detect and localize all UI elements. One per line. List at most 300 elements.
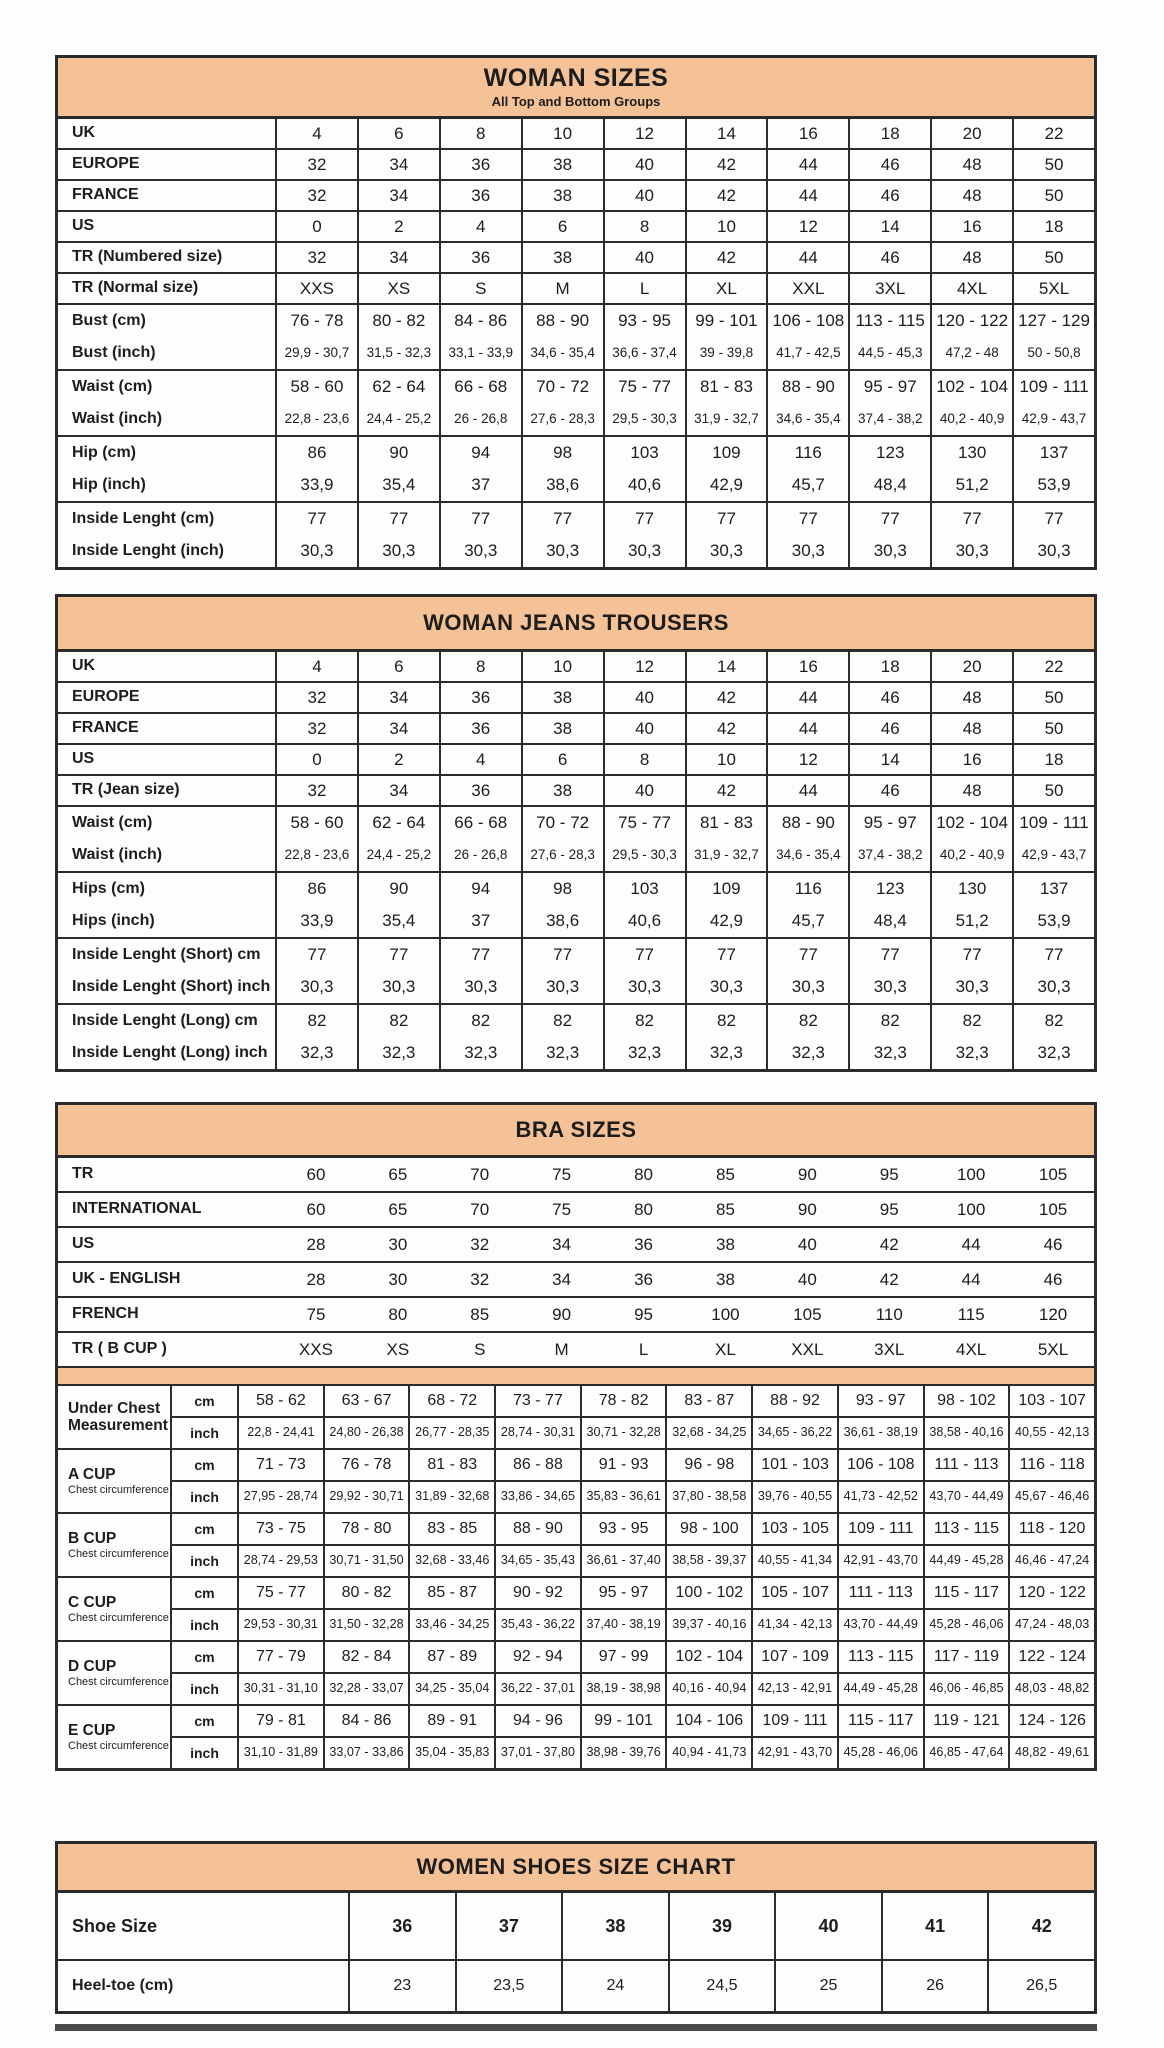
cell-value: 29,5 - 30,3 xyxy=(603,839,685,871)
cell-value: 98 xyxy=(521,437,603,469)
cell-value: 94 xyxy=(439,873,521,905)
cell-value: 130 xyxy=(930,873,1012,905)
cell-value: 75 xyxy=(552,1164,572,1184)
woman-sizes-subtitle: All Top and Bottom Groups xyxy=(491,93,661,109)
cell-value: 103 - 105 xyxy=(751,1514,837,1544)
row-group xyxy=(58,1296,1094,1331)
row-label: Hip (cm) xyxy=(72,443,136,461)
cell-value: 14 xyxy=(685,652,767,681)
row-label: TR (Numbered size) xyxy=(72,248,223,266)
cup-group xyxy=(58,1640,1094,1704)
cell-value: 47,2 - 48 xyxy=(930,337,1012,369)
cell-value: 41,34 - 42,13 xyxy=(751,1610,837,1640)
cell-value: 6 xyxy=(357,652,439,681)
cup-row xyxy=(172,1480,1094,1512)
cup-row xyxy=(172,1672,1094,1704)
cell-value: 44 xyxy=(766,683,848,712)
cell-value: 115 xyxy=(957,1304,985,1324)
cell-value: 91 - 93 xyxy=(580,1450,666,1480)
cell-value: 26,77 - 28,35 xyxy=(408,1418,494,1448)
cell-value: 77 xyxy=(1012,503,1094,535)
cell-value: 39,76 - 40,55 xyxy=(751,1482,837,1512)
cell-value: 22,8 - 24,41 xyxy=(237,1418,323,1448)
cell-value: 50 - 50,8 xyxy=(1012,337,1094,369)
cell-value: 48 xyxy=(930,714,1012,743)
cell-value: 4 xyxy=(439,212,521,241)
cell-value: XS xyxy=(357,274,439,303)
cell-value: 32,3 xyxy=(848,1037,930,1069)
cell-value: 66 - 68 xyxy=(439,371,521,403)
cell-value: 32,3 xyxy=(930,1037,1012,1069)
cell-value: 95 - 97 xyxy=(580,1578,666,1608)
cup-label xyxy=(58,1450,170,1512)
cell-value: 62 - 64 xyxy=(357,371,439,403)
cell-value: 22 xyxy=(1012,652,1094,681)
row-group xyxy=(58,1331,1094,1366)
cell-value: 77 xyxy=(766,503,848,535)
cell-value: 20 xyxy=(930,119,1012,148)
cell-value: M xyxy=(554,1339,569,1359)
cell-value: 16 xyxy=(930,212,1012,241)
cell-value: 8 xyxy=(439,652,521,681)
cell-value: 137 xyxy=(1012,437,1094,469)
cell-value: 44 xyxy=(766,181,848,210)
cell-value: 37,4 - 38,2 xyxy=(848,839,930,871)
cell-value: 60 xyxy=(306,1164,326,1184)
row-group xyxy=(58,119,1094,148)
cell-value: 116 xyxy=(766,873,848,905)
cell-value: 25 xyxy=(774,1961,881,2011)
cell-value: 77 xyxy=(357,503,439,535)
cell-value: 30,3 xyxy=(439,971,521,1003)
cell-value: 26 - 26,8 xyxy=(439,403,521,435)
cell-value: 32,68 - 34,25 xyxy=(665,1418,751,1448)
cell-value: 109 - 111 xyxy=(837,1514,923,1544)
cell-value: 31,9 - 32,7 xyxy=(685,403,767,435)
cell-value: 37,80 - 38,58 xyxy=(665,1482,751,1512)
cup-subtitle: Chest circumference xyxy=(68,1676,169,1689)
cell-value: 32 xyxy=(275,683,357,712)
table-row xyxy=(58,1158,1094,1191)
table-row xyxy=(58,212,1094,241)
cell-value: 30,3 xyxy=(357,535,439,567)
cell-value: 34 xyxy=(357,181,439,210)
unit-label: cm xyxy=(194,1648,215,1665)
row-group xyxy=(58,241,1094,272)
cell-value: 8 xyxy=(439,119,521,148)
table-row xyxy=(58,1263,1094,1296)
cell-value: 73 - 75 xyxy=(237,1514,323,1544)
woman-sizes-rows xyxy=(58,119,1094,567)
cell-value: 4XL xyxy=(956,1339,987,1359)
cell-value: 70 xyxy=(470,1199,490,1219)
cell-value: 36,22 - 37,01 xyxy=(494,1674,580,1704)
cell-value: 109 - 111 xyxy=(1012,807,1094,839)
cell-value: 48 xyxy=(930,181,1012,210)
woman-jeans-table xyxy=(55,594,1097,1072)
cell-value: 34 xyxy=(552,1269,572,1289)
cell-value: 31,50 - 32,28 xyxy=(323,1610,409,1640)
cell-value: 77 xyxy=(1012,939,1094,971)
cell-value: 40 xyxy=(603,683,685,712)
shoes-table xyxy=(55,1841,1097,2014)
bra-sizes-header xyxy=(58,1105,1094,1158)
cell-value: 46 xyxy=(1043,1269,1063,1289)
cell-value: 80 xyxy=(634,1199,653,1219)
cell-value: 35,4 xyxy=(357,469,439,501)
cell-value: 70 xyxy=(470,1164,490,1184)
shoes-header xyxy=(58,1844,1094,1893)
cell-value: 63 - 67 xyxy=(323,1386,409,1416)
cell-value: 93 - 97 xyxy=(837,1386,923,1416)
table-row xyxy=(58,1893,1094,1959)
cell-value: 33,9 xyxy=(275,469,357,501)
cell-value: 109 xyxy=(685,873,767,905)
cell-value: 32,68 - 33,46 xyxy=(408,1546,494,1576)
row-label: Hip (inch) xyxy=(72,475,146,493)
table-row xyxy=(58,150,1094,179)
cell-value: 117 - 119 xyxy=(923,1642,1009,1672)
cell-value: 30,3 xyxy=(766,535,848,567)
cell-value: 3XL xyxy=(874,1339,905,1359)
unit-label: cm xyxy=(194,1584,215,1601)
cup-row xyxy=(172,1450,1094,1480)
cell-value: 94 xyxy=(439,437,521,469)
cell-value: 82 xyxy=(357,1005,439,1037)
cell-value: 27,6 - 28,3 xyxy=(521,403,603,435)
cell-value: 28 xyxy=(306,1234,326,1254)
row-label: Hips (cm) xyxy=(72,879,145,897)
cell-value: 88 - 90 xyxy=(766,807,848,839)
woman-jeans-title: WOMAN JEANS TROUSERS xyxy=(423,610,729,636)
cell-value: 40 xyxy=(774,1893,881,1959)
cell-value: 65 xyxy=(388,1164,408,1184)
cell-value: 99 - 101 xyxy=(580,1706,666,1736)
cell-value: 10 xyxy=(685,745,767,774)
cell-value: 70 - 72 xyxy=(521,807,603,839)
cell-value: 33,46 - 34,25 xyxy=(408,1610,494,1640)
row-label: Inside Lenght (Short) cm xyxy=(72,945,261,963)
cell-value: 48 xyxy=(930,243,1012,272)
cell-value: 100 xyxy=(956,1164,986,1184)
row-group xyxy=(58,937,1094,1003)
row-group xyxy=(58,303,1094,369)
cup-row xyxy=(172,1706,1094,1736)
cell-value: 76 - 78 xyxy=(323,1450,409,1480)
cell-value: 24,80 - 26,38 xyxy=(323,1418,409,1448)
table-row xyxy=(58,745,1094,774)
cup-group xyxy=(58,1386,1094,1448)
cell-value: 36,61 - 37,40 xyxy=(580,1546,666,1576)
cell-value: 34 xyxy=(552,1234,572,1254)
unit-label: inch xyxy=(190,1616,219,1633)
row-group xyxy=(58,774,1094,805)
row-label: Inside Lenght (cm) xyxy=(72,509,215,527)
cell-value: 90 - 92 xyxy=(494,1578,580,1608)
cup-label xyxy=(58,1386,170,1448)
cell-value: 95 xyxy=(879,1164,899,1184)
table-row xyxy=(58,119,1094,148)
cell-value: 116 - 118 xyxy=(1008,1450,1094,1480)
cell-value: 98 - 100 xyxy=(665,1514,751,1544)
cell-value: 32 xyxy=(275,776,357,805)
cell-value: 32,3 xyxy=(521,1037,603,1069)
cell-value: 5XL xyxy=(1037,1339,1069,1359)
cell-value: 46 xyxy=(848,243,930,272)
cell-value: 77 xyxy=(603,939,685,971)
cell-value: 12 xyxy=(766,212,848,241)
cell-value: 48,4 xyxy=(848,469,930,501)
cell-value: 35,43 - 36,22 xyxy=(494,1610,580,1640)
cup-row xyxy=(172,1578,1094,1608)
cell-value: 48,82 - 49,61 xyxy=(1008,1738,1094,1768)
cell-value: 38 xyxy=(715,1269,735,1289)
cell-value: 46 xyxy=(848,181,930,210)
row-label: Bust (cm) xyxy=(72,311,146,329)
cell-value: 40 xyxy=(603,150,685,179)
cell-value: 70 - 72 xyxy=(521,371,603,403)
cup-row xyxy=(172,1514,1094,1544)
cell-value: XXL xyxy=(766,274,848,303)
cell-value: 39 - 39,8 xyxy=(685,337,767,369)
row-label: US xyxy=(72,750,95,768)
unit-label: cm xyxy=(194,1712,215,1729)
cup-group xyxy=(58,1704,1094,1768)
cell-value: 50 xyxy=(1012,150,1094,179)
cell-value: 30 xyxy=(388,1269,408,1289)
cell-value: 36,6 - 37,4 xyxy=(603,337,685,369)
cup-rows xyxy=(170,1514,1094,1576)
cell-value: 36 xyxy=(439,181,521,210)
cell-value: 78 - 80 xyxy=(323,1514,409,1544)
cell-value: 42,91 - 43,70 xyxy=(751,1738,837,1768)
table-row xyxy=(58,503,1094,535)
cell-value: 43,70 - 44,49 xyxy=(923,1482,1009,1512)
cell-value: 34,65 - 35,43 xyxy=(494,1546,580,1576)
table-row xyxy=(58,652,1094,681)
cell-value: 120 xyxy=(1038,1304,1068,1324)
cell-value: 88 - 90 xyxy=(494,1514,580,1544)
cell-value: 127 - 129 xyxy=(1012,305,1094,337)
cell-value: 38 xyxy=(715,1234,735,1254)
cell-value: 32,3 xyxy=(357,1037,439,1069)
cell-value: 113 - 115 xyxy=(848,305,930,337)
cell-value: 51,2 xyxy=(930,905,1012,937)
cell-value: 106 - 108 xyxy=(766,305,848,337)
bra-cup-rows xyxy=(58,1386,1094,1768)
cell-value: 77 xyxy=(685,503,767,535)
cell-value: 123 xyxy=(848,437,930,469)
cell-value: 116 xyxy=(766,437,848,469)
cell-value: 82 xyxy=(275,1005,357,1037)
cell-value: 32 xyxy=(275,150,357,179)
cell-value: 12 xyxy=(603,652,685,681)
cell-value: 110 xyxy=(875,1304,903,1324)
cell-value: 29,53 - 30,31 xyxy=(237,1610,323,1640)
cell-value: 2 xyxy=(357,745,439,774)
cell-value: 38 xyxy=(521,150,603,179)
cell-value: 31,10 - 31,89 xyxy=(237,1738,323,1768)
cell-value: 10 xyxy=(685,212,767,241)
cell-value: 26 - 26,8 xyxy=(439,839,521,871)
cell-value: 77 - 79 xyxy=(237,1642,323,1672)
cell-value: 37 xyxy=(439,905,521,937)
cell-value: 4 xyxy=(439,745,521,774)
cup-label xyxy=(58,1578,170,1640)
cell-value: 47,24 - 48,03 xyxy=(1008,1610,1094,1640)
cell-value: 36 xyxy=(439,243,521,272)
cell-value: 40 xyxy=(797,1269,817,1289)
cell-value: 32,3 xyxy=(685,1037,767,1069)
row-group xyxy=(58,148,1094,179)
unit-label: inch xyxy=(190,1424,219,1441)
cell-value: 65 xyxy=(388,1199,408,1219)
table-row xyxy=(58,403,1094,435)
cell-value: 85 xyxy=(715,1164,735,1184)
cell-value: 33,1 - 33,9 xyxy=(439,337,521,369)
cell-value: 36 xyxy=(439,150,521,179)
cell-value: 50 xyxy=(1012,181,1094,210)
cup-subtitle: Chest circumference xyxy=(68,1612,169,1625)
cell-value: 84 - 86 xyxy=(323,1706,409,1736)
cell-value: 42 xyxy=(685,683,767,712)
cell-value: 40 xyxy=(603,181,685,210)
cell-value: 95 xyxy=(879,1199,899,1219)
cell-value: 109 - 111 xyxy=(1012,371,1094,403)
cell-value: 38 xyxy=(521,181,603,210)
cell-value: 16 xyxy=(766,652,848,681)
cell-value: 86 xyxy=(275,873,357,905)
cell-value: 32 xyxy=(275,181,357,210)
cell-value: 82 xyxy=(521,1005,603,1037)
cell-value: 24,4 - 25,2 xyxy=(357,403,439,435)
cell-value: L xyxy=(603,274,685,303)
row-group xyxy=(58,712,1094,743)
cup-rows xyxy=(170,1706,1094,1768)
cell-value: 81 - 83 xyxy=(685,371,767,403)
cell-value: 40 xyxy=(603,776,685,805)
row-label: UK xyxy=(72,657,96,675)
unit-label: cm xyxy=(194,1456,215,1473)
cell-value: 27,95 - 28,74 xyxy=(237,1482,323,1512)
cell-value: 98 xyxy=(521,873,603,905)
cell-value: 30,3 xyxy=(1012,971,1094,1003)
cell-value: 82 - 84 xyxy=(323,1642,409,1672)
cell-value: 42 xyxy=(685,243,767,272)
cell-value: 12 xyxy=(603,119,685,148)
cell-value: 34 xyxy=(357,150,439,179)
cell-value: 30,3 xyxy=(685,535,767,567)
cell-value: 24,4 - 25,2 xyxy=(357,839,439,871)
cell-value: 28,74 - 29,53 xyxy=(237,1546,323,1576)
cell-value: 88 - 90 xyxy=(766,371,848,403)
cell-value: 39,37 - 40,16 xyxy=(665,1610,751,1640)
cell-value: 30,71 - 32,28 xyxy=(580,1418,666,1448)
cell-value: 22,8 - 23,6 xyxy=(275,403,357,435)
row-group xyxy=(58,369,1094,435)
cell-value: 6 xyxy=(521,745,603,774)
cell-value: 42,13 - 42,91 xyxy=(751,1674,837,1704)
cell-value: 34,65 - 36,22 xyxy=(751,1418,837,1448)
unit-label: cm xyxy=(194,1520,215,1537)
cup-rows xyxy=(170,1578,1094,1640)
cell-value: 75 - 77 xyxy=(603,807,685,839)
cup-name: E CUP xyxy=(68,1721,116,1739)
row-label: Waist (inch) xyxy=(72,845,163,863)
cell-value: 42 xyxy=(879,1269,899,1289)
cell-value: 94 - 96 xyxy=(494,1706,580,1736)
cell-value: 14 xyxy=(848,212,930,241)
cell-value: 32,3 xyxy=(439,1037,521,1069)
table-row xyxy=(58,1333,1094,1366)
table-row xyxy=(58,1298,1094,1331)
bra-sizes-rows xyxy=(58,1158,1094,1366)
cell-value: 44 xyxy=(961,1234,981,1254)
cell-value: 82 xyxy=(685,1005,767,1037)
cell-value: 82 xyxy=(1012,1005,1094,1037)
cell-value: 24 xyxy=(561,1961,668,2011)
cell-value: 48,03 - 48,82 xyxy=(1008,1674,1094,1704)
cell-value: 77 xyxy=(275,503,357,535)
cell-value: 102 - 104 xyxy=(930,371,1012,403)
cell-value: 6 xyxy=(357,119,439,148)
cell-value: 35,04 - 35,83 xyxy=(408,1738,494,1768)
cell-value: 82 xyxy=(766,1005,848,1037)
cell-value: 90 xyxy=(797,1164,817,1184)
cell-value: 32 xyxy=(275,714,357,743)
cell-value: 44 xyxy=(766,776,848,805)
bottom-bar xyxy=(55,2024,1097,2031)
cell-value: XL xyxy=(685,274,767,303)
cell-value: 87 - 89 xyxy=(408,1642,494,1672)
cell-value: 103 xyxy=(603,873,685,905)
cell-value: 4 xyxy=(275,652,357,681)
cell-value: 42,9 xyxy=(685,905,767,937)
cell-value: S xyxy=(439,274,521,303)
table-row xyxy=(58,305,1094,337)
cell-value: 93 - 95 xyxy=(580,1514,666,1544)
cell-value: 80 xyxy=(634,1164,653,1184)
table-row xyxy=(58,714,1094,743)
row-label: Bust (inch) xyxy=(72,343,156,361)
table-row xyxy=(58,1193,1094,1226)
cell-value: 85 - 87 xyxy=(408,1578,494,1608)
row-group xyxy=(58,1158,1094,1191)
cup-group xyxy=(58,1512,1094,1576)
cell-value: 82 xyxy=(848,1005,930,1037)
cell-value: 18 xyxy=(1012,745,1094,774)
cell-value: 32 xyxy=(275,243,357,272)
cell-value: 14 xyxy=(685,119,767,148)
cell-value: XXS xyxy=(298,1339,333,1359)
cell-value: 32,3 xyxy=(766,1037,848,1069)
row-group xyxy=(58,272,1094,303)
cell-value: 37 xyxy=(439,469,521,501)
cell-value: 100 xyxy=(711,1304,740,1324)
cell-value: 95 - 97 xyxy=(848,371,930,403)
cell-value: 35,83 - 36,61 xyxy=(580,1482,666,1512)
cell-value: 30,3 xyxy=(930,971,1012,1003)
table-row xyxy=(58,1961,1094,2011)
cell-value: 30,3 xyxy=(685,971,767,1003)
row-group xyxy=(58,210,1094,241)
cell-value: 106 - 108 xyxy=(837,1450,923,1480)
unit-label: cm xyxy=(194,1392,215,1409)
cell-value: 45,7 xyxy=(766,469,848,501)
cell-value: 44 xyxy=(961,1269,981,1289)
table-row xyxy=(58,535,1094,567)
cell-value: 22 xyxy=(1012,119,1094,148)
